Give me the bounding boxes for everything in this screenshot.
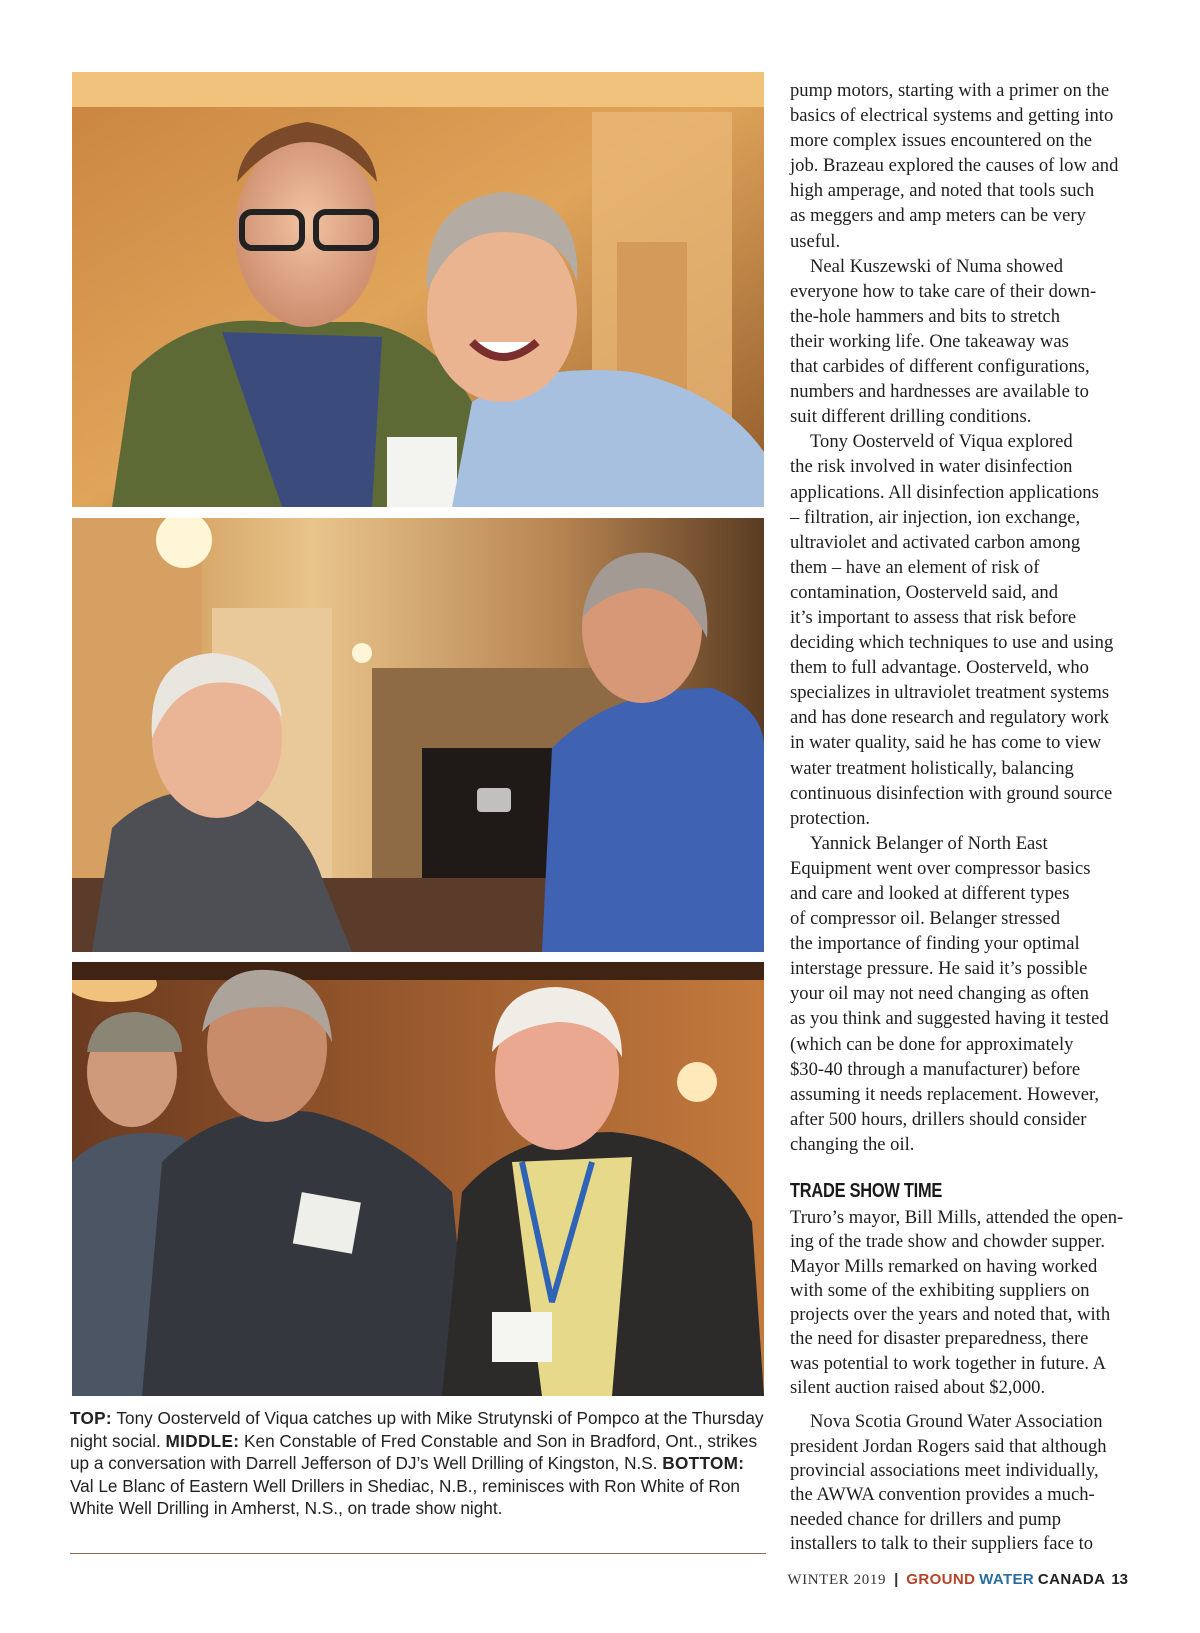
article-line: in water quality, said he has come to view — [790, 732, 1102, 754]
article-line: basics of electrical systems and getting into — [790, 105, 1114, 127]
article-line: as you think and suggested having it tested — [790, 1008, 1109, 1030]
article-line: protection. — [790, 807, 871, 829]
caption-middle-label: MIDDLE: — [165, 1430, 240, 1451]
article-line: applications. All disinfection applications — [790, 481, 1099, 503]
article-line: Yannick Belanger of North East — [810, 832, 1048, 854]
caption-bottom-text: Val Le Blanc of Eastern Well Drillers in Shediac, N.B., reminisces with Ron White of Ron White Well Drilling in Amherst, N.S., on trade show night. — [70, 1475, 740, 1519]
article-line: and has done research and regulatory work — [790, 707, 1110, 729]
article-line: them to full advantage. Oosterveld, who — [790, 657, 1089, 679]
article-line: – filtration, air injection, ion exchange, — [790, 506, 1081, 528]
article-line: with some of the exhibiting suppliers on — [790, 1279, 1090, 1301]
article-line: interstage pressure. He said it’s possible — [790, 958, 1088, 980]
article-line: provincial associations meet individually, — [790, 1459, 1099, 1481]
caption-top-label: TOP: — [70, 1408, 112, 1428]
caption-top-text: Tony Oosterveld of Viqua catches up with Mike Strutynski of Pompco at the Thursday night social. — [70, 1408, 764, 1451]
article-line: numbers and hardnesses are available to — [790, 381, 1089, 403]
photo-bottom — [72, 962, 764, 1396]
folio-issue: WINTER 2019 — [787, 1572, 887, 1588]
article-column-trade-show — [790, 1206, 1130, 1556]
page-number: 13 — [1111, 1571, 1128, 1588]
article-line: after 500 hours, drillers should consider — [790, 1108, 1087, 1130]
section-heading: TRADE SHOW TIME — [790, 1180, 943, 1202]
article-line: it’s important to assess that risk before — [790, 606, 1077, 628]
article-line: deciding which techniques to use and using — [790, 632, 1114, 654]
article-line: installers to talk to their suppliers face to — [790, 1532, 1094, 1554]
article-line: the AWWA convention provides a much- — [790, 1484, 1095, 1506]
folio-separator: | — [894, 1571, 899, 1588]
article-line: as meggers and amp meters can be very — [790, 205, 1086, 227]
article-line: Neal Kuszewski of Numa showed — [810, 255, 1064, 277]
folio-brand-canada: CANADA — [1037, 1571, 1106, 1588]
caption-bottom-label: BOTTOM: — [662, 1453, 745, 1474]
article-line: specializes in ultraviolet treatment systems — [790, 682, 1110, 704]
article-line: the risk involved in water disinfection — [790, 456, 1073, 478]
article-line: their working life. One takeaway was — [790, 330, 1069, 352]
article-line: ultraviolet and activated carbon among — [790, 531, 1081, 553]
article-line: Mayor Mills remarked on having worked — [790, 1255, 1098, 1277]
article-line: and care and looked at different types — [790, 883, 1070, 904]
article-column — [790, 78, 1130, 1157]
article-line: ing of the trade show and chowder supper. — [790, 1231, 1105, 1253]
article-line: useful. — [790, 230, 841, 252]
article-line: your oil may not need changing as often — [790, 983, 1089, 1005]
caption-middle-text: Ken Constable of Fred Constable and Son in Bradford, Ont., strikes up a conversation with Darrell Jefferson of DJ’s Well Drilling of Kingston, N.S. — [70, 1430, 758, 1474]
photo-top — [72, 72, 764, 507]
article-line: that carbides of different configurations, — [790, 356, 1090, 378]
article-line: changing the oil. — [790, 1133, 915, 1155]
article-line: high amperage, and noted that tools such — [790, 180, 1095, 202]
caption-rule — [70, 1553, 766, 1554]
article-line: assuming it needs replacement. However, — [790, 1083, 1100, 1105]
article-line: of compressor oil. Belanger stressed — [790, 908, 1061, 930]
article-line: continuous disinfection with ground source — [790, 782, 1113, 804]
article-line: them – have an element of risk of — [790, 556, 1040, 578]
article-line: projects over the years and noted that, with — [790, 1304, 1111, 1326]
article-line: (which can be done for approximately — [790, 1033, 1074, 1055]
article-line: president Jordan Rogers said that although — [790, 1435, 1107, 1457]
page-folio — [787, 1571, 1128, 1589]
article-line: pump motors, starting with a primer on the — [790, 80, 1110, 101]
article-line: job. Brazeau explored the causes of low and — [790, 155, 1119, 177]
article-line: water treatment holistically, balancing — [790, 757, 1074, 779]
article-line: silent auction raised about $2,000. — [790, 1377, 1046, 1399]
article-line: was potential to work together in future. A — [790, 1352, 1107, 1374]
article-line: Truro’s mayor, Bill Mills, attended the open- — [790, 1207, 1124, 1228]
article-line: Equipment went over compressor basics — [790, 857, 1091, 879]
article-line: $30-40 through a manufacturer) before — [790, 1058, 1081, 1080]
article-line: contamination, Oosterveld said, and — [790, 581, 1058, 603]
folio-brand-water: WATER — [979, 1571, 1035, 1588]
photo-middle — [72, 518, 764, 952]
article-line: the importance of finding your optimal — [790, 933, 1080, 955]
paragraph-gap — [790, 1400, 1130, 1410]
article-line: Nova Scotia Ground Water Association — [810, 1411, 1103, 1433]
folio-brand-ground: GROUND — [906, 1571, 976, 1588]
photo-caption — [70, 1407, 770, 1520]
article-line: suit different drilling conditions. — [790, 406, 1032, 428]
article-line: the need for disaster preparedness, there — [790, 1328, 1089, 1350]
article-line: the-hole hammers and bits to stretch — [790, 305, 1061, 327]
article-line: needed chance for drillers and pump — [790, 1508, 1062, 1530]
article-line: everyone how to take care of their down- — [790, 280, 1097, 302]
article-line: Tony Oosterveld of Viqua explored — [810, 431, 1073, 453]
article-line: more complex issues encountered on the — [790, 130, 1093, 152]
